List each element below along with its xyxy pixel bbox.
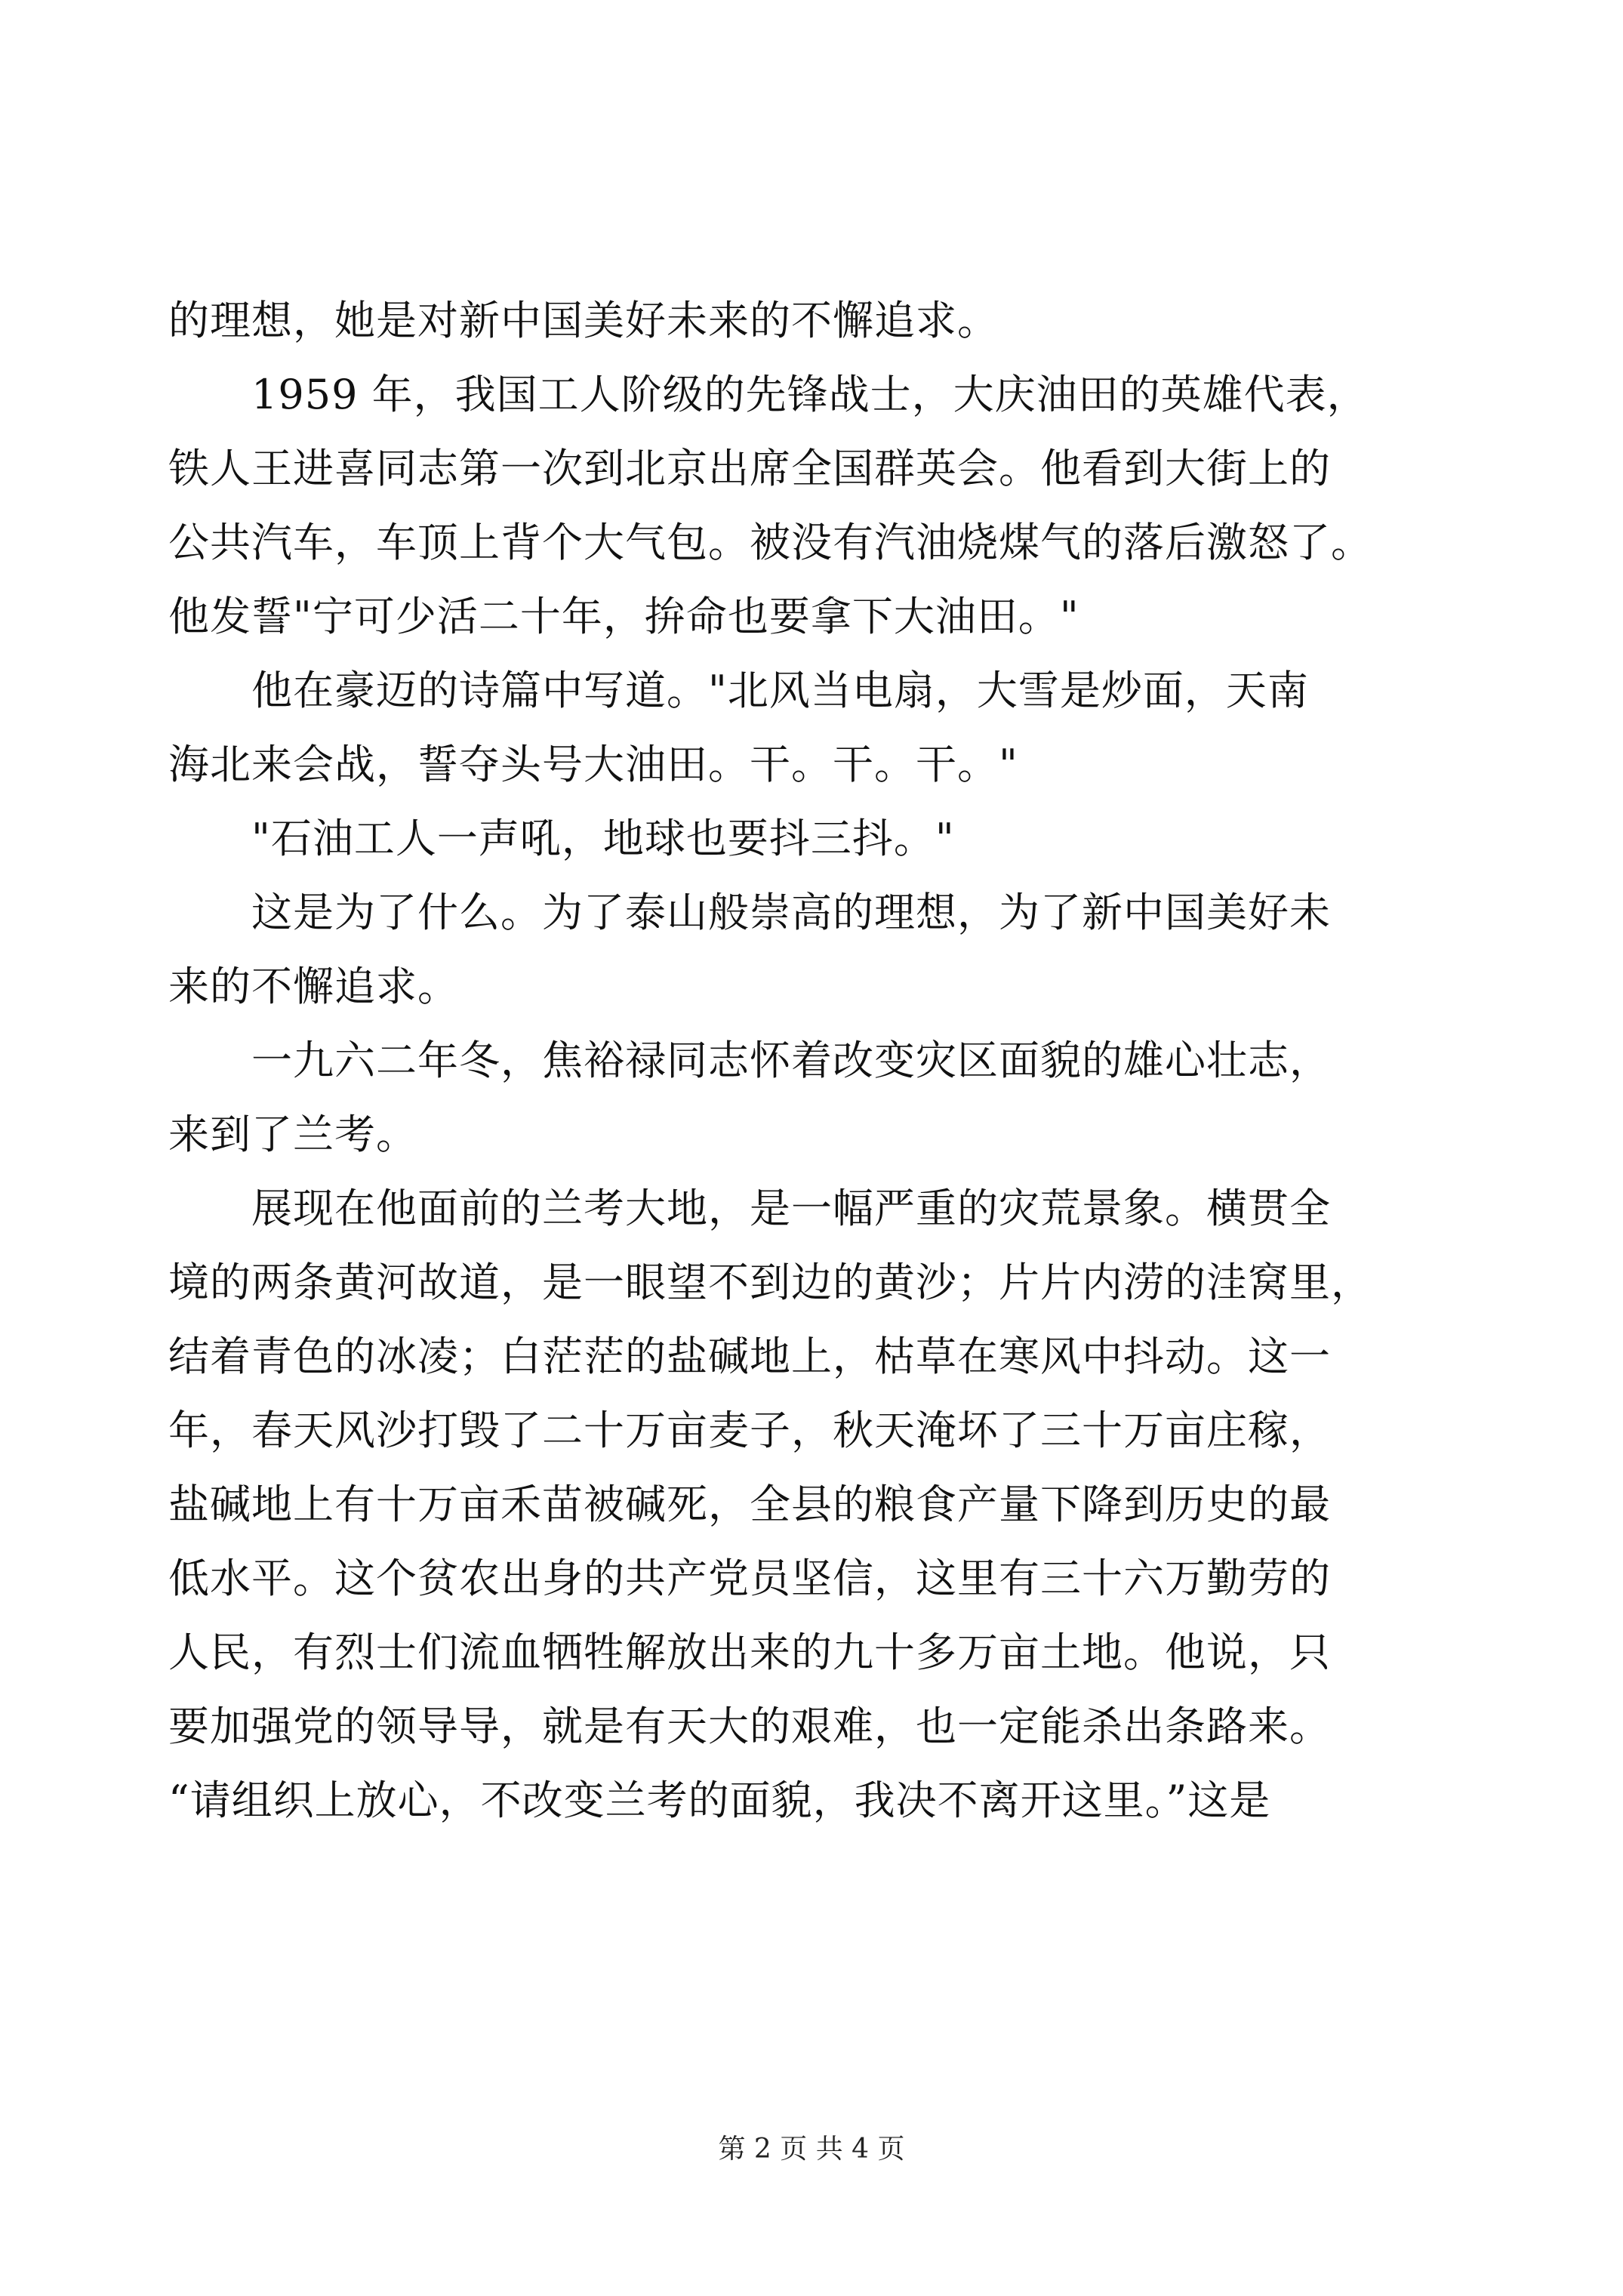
text-line: 境的两条黄河故道，是一眼望不到边的黄沙；片片内涝的洼窝里， xyxy=(168,1259,1372,1306)
text-line: 来的不懈追求。 xyxy=(168,963,459,1010)
text-line: 这是为了什么。为了泰山般崇高的理想，为了新中国美好未 xyxy=(168,889,1331,936)
text-line: 来到了兰考。 xyxy=(168,1111,417,1158)
text-line: 人民，有烈士们流血牺牲解放出来的九十多万亩土地。他说，只 xyxy=(168,1629,1331,1676)
text-line: 要加强党的领导导，就是有天大的艰难，也一定能杀出条路来。 xyxy=(168,1703,1331,1750)
text-line: 铁人王进喜同志第一次到北京出席全国群英会。他看到大街上的 xyxy=(168,445,1331,492)
text-line: 结着青色的冰凌；白茫茫的盐碱地上，枯草在寒风中抖动。这一 xyxy=(168,1333,1331,1380)
text-line: 展现在他面前的兰考大地，是一幅严重的灾荒景象。横贯全 xyxy=(168,1185,1331,1232)
text-line: 年，春天风沙打毁了二十万亩麦子，秋天淹坏了三十万亩庄稼， xyxy=(168,1407,1331,1454)
text-line: 低水平。这个贫农出身的共产党员坚信，这里有三十六万勤劳的 xyxy=(168,1555,1331,1602)
text-line: 盐碱地上有十万亩禾苗被碱死，全县的粮食产量下降到历史的最 xyxy=(168,1481,1331,1528)
document-body xyxy=(168,284,1465,1838)
text-line: “请组织上放心，不改变兰考的面貌，我决不离开这里。”这是 xyxy=(168,1777,1271,1824)
text-line: 1959 年，我国工人阶级的先锋战士，大庆油田的英雄代表， xyxy=(168,371,1369,418)
text-line: 公共汽车，车顶上背个大气包。被没有汽油烧煤气的落后激怒了。 xyxy=(168,519,1372,566)
text-line: 一九六二年冬，焦裕禄同志怀着改变灾区面貌的雄心壮志， xyxy=(168,1037,1331,1084)
text-line: 他发誓"宁可少活二十年，拚命也要拿下大油田。" xyxy=(168,593,1079,640)
text-line: "石油工人一声吼，地球也要抖三抖。" xyxy=(168,815,955,862)
text-line: 的理想，她是对新中国美好未来的不懈追求。 xyxy=(168,297,999,344)
page-number-footer: 第 2 页 共 4 页 xyxy=(718,2134,905,2165)
text-line: 他在豪迈的诗篇中写道。"北风当电扇，大雪是炒面，天南 xyxy=(168,667,1309,714)
text-line: 海北来会战，誓夺头号大油田。干。干。干。" xyxy=(168,741,1018,788)
